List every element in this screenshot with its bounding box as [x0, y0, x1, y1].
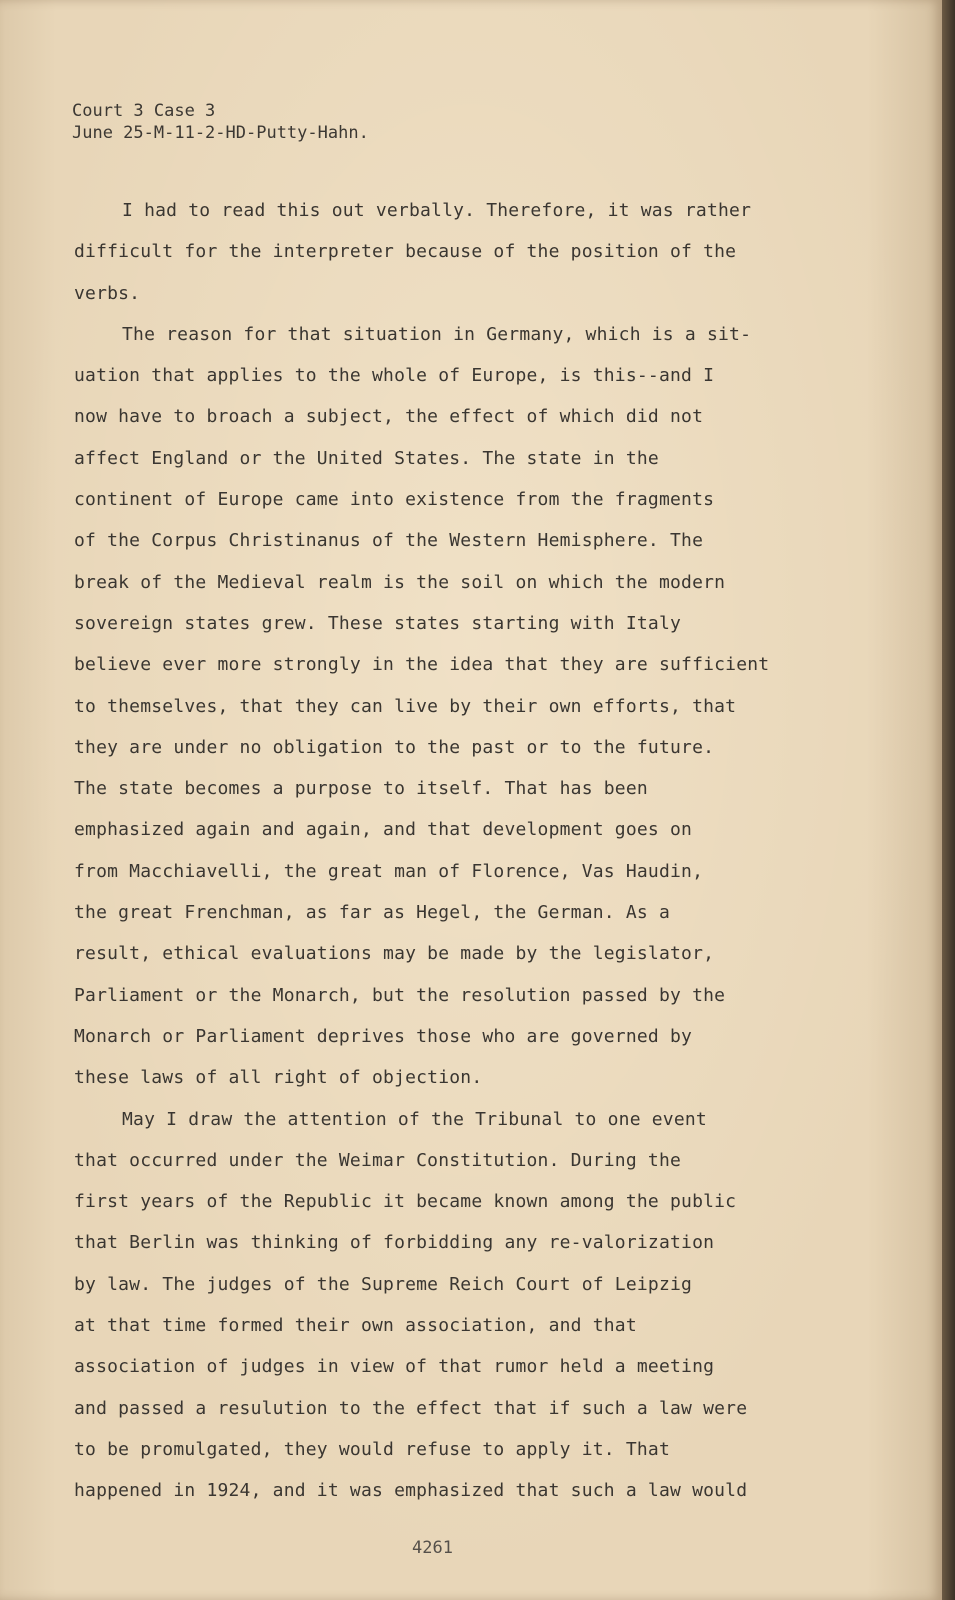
text-line: that occurred under the Weimar Constitution. During the: [74, 1149, 682, 1171]
text-line: break of the Medieval realm is the soil on which the modern: [74, 571, 726, 593]
text-line: to be promulgated, they would refuse to apply it. That: [74, 1438, 670, 1460]
text-line: to themselves, that they can live by their own efforts, that: [74, 695, 737, 717]
page-edge-shadow: [942, 0, 955, 1600]
text-line: that Berlin was thinking of forbidding any re-valorization: [74, 1232, 715, 1254]
text-line: continent of Europe came into existence from the fragments: [74, 489, 715, 511]
page-number: 4261: [412, 1538, 453, 1558]
text-line: uation that applies to the whole of Europe, is this--and I: [74, 365, 715, 387]
text-line: first years of the Republic it became known among the public: [74, 1191, 737, 1213]
text-line: now have to broach a subject, the effect of which did not: [74, 406, 704, 428]
text-line: emphasized again and again, and that development goes on: [74, 819, 693, 841]
text-line: at that time formed their own association, and that: [74, 1315, 637, 1337]
text-line: the great Frenchman, as far as Hegel, the German. As a: [74, 902, 670, 924]
text-line: of the Corpus Christinanus of the Western Hemisphere. The: [74, 530, 704, 552]
text-line: affect England or the United States. The state in the: [74, 447, 659, 469]
text-line: verbs.: [74, 282, 141, 304]
text-line: association of judges in view of that rumor held a meeting: [74, 1356, 715, 1378]
text-line: I had to read this out verbally. Therefore, it was rather: [122, 200, 752, 221]
text-line: sovereign states grew. These states starting with Italy: [74, 612, 682, 634]
text-line: Parliament or the Monarch, but the resolution passed by the: [74, 984, 726, 1006]
text-line: believe ever more strongly in the idea that they are sufficient: [74, 654, 770, 676]
header-court-case: Court 3 Case 3: [72, 101, 216, 121]
document-header: [72, 100, 369, 144]
text-line: these laws of all right of objection.: [74, 1067, 483, 1089]
text-line: The reason for that situation in Germany, which is a sit-: [122, 323, 752, 345]
text-line: May I draw the attention of the Tribunal to one event: [122, 1108, 707, 1130]
text-line: by law. The judges of the Supreme Reich Court of Leipzig: [74, 1273, 693, 1295]
text-line: result, ethical evaluations may be made by the legislator,: [74, 943, 715, 965]
text-line: The state becomes a purpose to itself. That has been: [74, 778, 648, 800]
text-line: difficult for the interpreter because of the position of the: [74, 241, 737, 263]
text-line: and passed a resulution to the effect that if such a law were: [74, 1397, 748, 1419]
text-line: from Macchiavelli, the great man of Florence, Vas Haudin,: [74, 860, 704, 882]
text-line: Monarch or Parliament deprives those who are governed by: [74, 1025, 693, 1047]
text-line: happened in 1924, and it was emphasized that such a law would: [74, 1480, 748, 1502]
header-date-code: June 25-M-11-2-HD-Putty-Hahn.: [72, 123, 369, 143]
transcript-body: [74, 190, 854, 1512]
text-line: they are under no obligation to the past or to the future.: [74, 736, 715, 758]
